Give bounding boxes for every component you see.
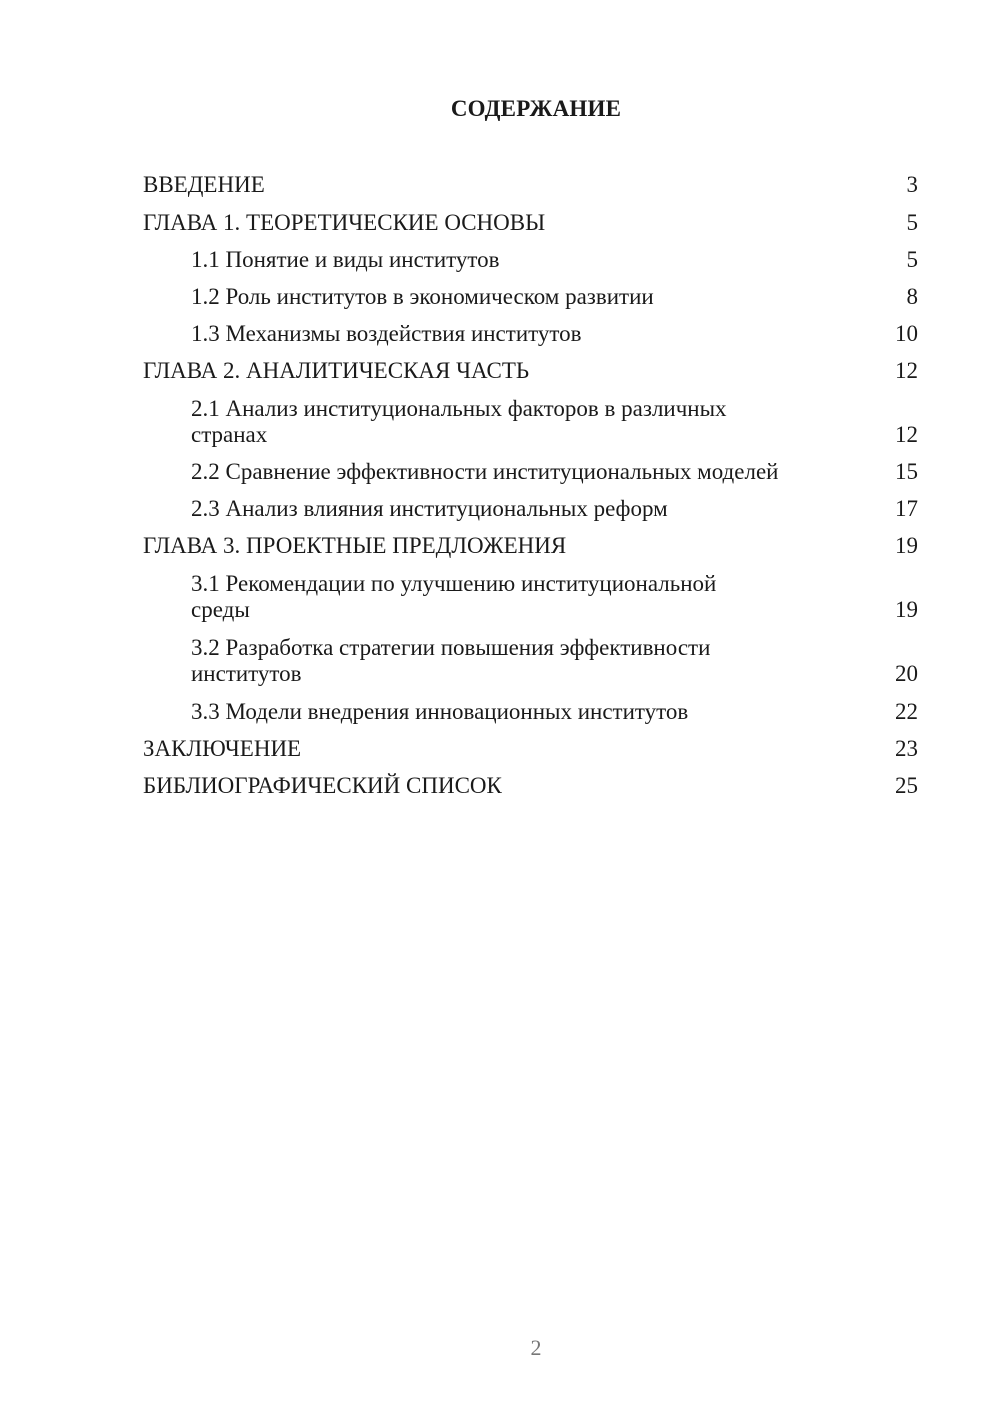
- toc-entry-page: 17: [895, 496, 918, 521]
- toc-entry-label-continued: странах: [191, 422, 268, 447]
- toc-entry-label: 3.1 Рекомендации по улучшению институциональной: [191, 571, 717, 596]
- toc-entry-page: 12: [895, 358, 918, 383]
- toc-entry-page: 8: [906, 284, 918, 309]
- toc-entry-label: ВВЕДЕНИЕ: [143, 172, 265, 197]
- toc-entry-page: 19: [895, 597, 918, 622]
- toc-entry-page: 15: [895, 459, 918, 484]
- toc-entry-label: 2.3 Анализ влияния институциональных реформ: [191, 496, 668, 521]
- toc-entry-page: 3: [906, 172, 918, 197]
- toc-entry-page: 12: [895, 422, 918, 447]
- toc-entry-page: 5: [906, 210, 918, 235]
- toc-entry-page: 10: [895, 321, 918, 346]
- toc-entry-label: БИБЛИОГРАФИЧЕСКИЙ СПИСОК: [143, 773, 502, 798]
- toc-entry-label: 3.3 Модели внедрения инновационных институтов: [191, 699, 689, 724]
- toc-entry-label: 2.1 Анализ институциональных факторов в различных: [191, 396, 727, 421]
- toc-entry-label: 3.2 Разработка стратегии повышения эффективности: [191, 635, 711, 660]
- toc-entry-label: ЗАКЛЮЧЕНИЕ: [143, 736, 302, 761]
- toc-entry-page: 25: [895, 773, 918, 798]
- toc-entry-label: 1.3 Механизмы воздействия институтов: [191, 321, 582, 346]
- toc-entry-label: ГЛАВА 2. АНАЛИТИЧЕСКАЯ ЧАСТЬ: [143, 358, 530, 383]
- toc-entry-page: 20: [895, 661, 918, 686]
- toc-entry-page: 19: [895, 533, 918, 558]
- toc-entry-label: 2.2 Сравнение эффективности институциональных моделей: [191, 459, 779, 484]
- page-number-footer: 2: [530, 1335, 542, 1360]
- toc-title: СОДЕРЖАНИЕ: [450, 96, 622, 121]
- toc-entry-page: 22: [895, 699, 918, 724]
- toc-entry-page: 23: [895, 736, 918, 761]
- toc-entry-label: 1.1 Понятие и виды институтов: [191, 247, 500, 272]
- toc-entry-label-continued: институтов: [191, 661, 302, 686]
- toc-entry-label: 1.2 Роль институтов в экономическом развитии: [191, 284, 654, 309]
- toc-entry-page: 5: [906, 247, 918, 272]
- toc-entry-label: ГЛАВА 1. ТЕОРЕТИЧЕСКИЕ ОСНОВЫ: [143, 210, 546, 235]
- toc-entry-label-continued: среды: [191, 597, 250, 622]
- toc-entry-label: ГЛАВА 3. ПРОЕКТНЫЕ ПРЕДЛОЖЕНИЯ: [143, 533, 567, 558]
